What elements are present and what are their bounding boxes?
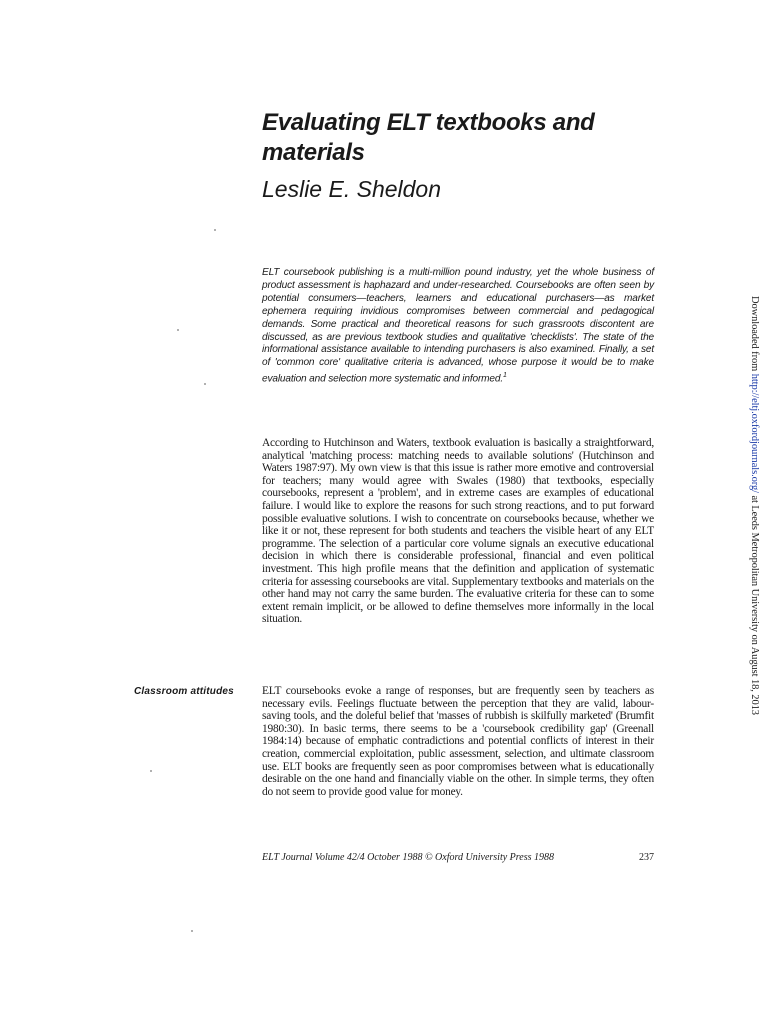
article-author: Leslie E. Sheldon — [262, 176, 442, 202]
footnote-marker: 1 — [503, 372, 507, 380]
body-paragraph-2: ELT coursebooks evoke a range of responses, but are frequently seen by teachers as necessary evils. Feelings fluctuate between the perception that they are valid, labour-saving tools, and the doleful belief that 'masses of rubbish is skilfully marketed' (Brumfit 1980:30). In basic terms, there seems to be a 'coursebook credibility gap' (Greenall 1984:14) because of emphatic contradictions and potential conflicts of interest in their creation, commercial exploitation, public assessment, selection, and ultimate classroom use. ELT books are frequently seen as poor compromises between what is educationally desirable on the one hand and financially viable on the other. In simple terms, they often do not seem to provide good value for money. — [262, 685, 654, 798]
section-side-heading: Classroom attitudes — [134, 686, 234, 697]
download-watermark — [749, 296, 760, 715]
page-number: 237 — [639, 852, 654, 863]
journal-citation: ELT Journal Volume 42/4 October 1988 © Oxford University Press 1988 — [262, 852, 555, 863]
page-footer — [262, 852, 654, 863]
article-abstract — [262, 267, 654, 387]
scan-speck — [204, 383, 206, 385]
body-paragraph-1: According to Hutchinson and Waters, textbook evaluation is basically a straightforward, analytical 'matching process: matching needs to available solutions' (Hutchinson and Waters 1987:97). My own view is that this issue is rather more emotive and controversial for teachers; many would agree with Swales (1980) that textbooks, especially coursebooks, represent a 'problem', and in extreme cases are examples of educational failure. I would like to explore the reasons for such strong reactions, and to put forward possible evaluative solutions. I wish to concentrate on coursebooks because, whether we like it or not, these represent for both students and teachers the visible heart of any ELT programme. The selection of a particular core volume signals an executive educational decision in which there is considerable professional, financial and even political investment. This high profile means that the definition and application of systematic criteria for assessing coursebooks are vital. Supplementary textbooks and materials on the other hand may not carry the same burden. The evaluative criteria for these can to some extent remain implicit, or be allowed to define themselves more informally in the local situation. — [262, 437, 654, 626]
download-link[interactable]: http://eltj.oxfordjournals.org/ — [749, 373, 760, 493]
abstract-text: ELT coursebook publishing is a multi-million pound industry, yet the whole business of product assessment is haphazard and under-researched. Coursebooks are often seen by potential consumers—teachers, learners and educational purchasers—as market ephemera requiring invidious compromises between commercial and pedagogical demands. Some practical and theoretical reasons for such grassroots discontent are discussed, as are previous textbook studies and qualitative 'checklists'. The state of the informational assistance available to intending purchasers is also examined. Finally, a set of 'common core' qualitative criteria is advanced, whose purpose it would be to make evaluation and selection more systematic and informed. — [262, 267, 654, 385]
scan-speck — [177, 329, 179, 331]
scan-speck — [191, 930, 193, 932]
download-prefix: Downloaded from — [749, 296, 760, 374]
article-title: Evaluating ELT textbooks and materials — [262, 109, 595, 166]
download-suffix: at Leeds Metropolitan University on August 18, 2013 — [749, 492, 760, 715]
scan-speck — [214, 229, 216, 231]
scan-speck — [150, 770, 152, 772]
